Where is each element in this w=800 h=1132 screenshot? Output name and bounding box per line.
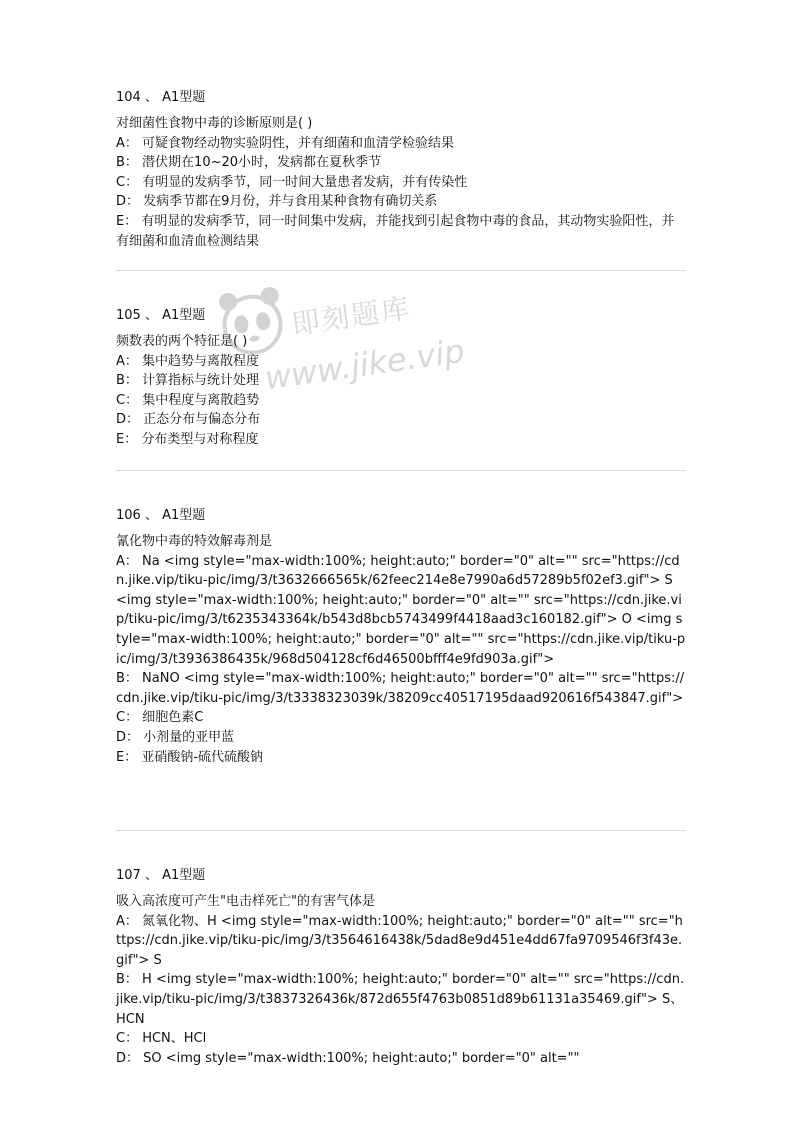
- option-b: B： H <img style="max-width:100%; height:auto;" border="0" alt="" src="https://cdn.jike.vip/tiku-pic/img/3/t3837326436k/872d655f4763b0851d89b61131a35469.gif"> S、HCN: [116, 972, 685, 1027]
- option-a: A： 氮氧化物、H <img style="max-width:100%; height:auto;" border="0" alt="" src="https://cdn.jike.vip/tiku-pic/img/3/t3564616438k/5dad8e9d451e4dd67fa9709546f3f43e.gif"> S: [116, 913, 683, 968]
- divider: [116, 470, 686, 471]
- option-a: A： 可疑食物经动物实验阴性，并有细菌和血清学检验结果: [116, 135, 455, 151]
- question-107: [116, 866, 686, 1068]
- question-stem: 氰化物中毒的特效解毒剂是: [116, 534, 273, 549]
- option-d: D： 正态分布与偏态分布: [116, 412, 261, 428]
- option-c: C： 集中程度与离散趋势: [116, 392, 260, 408]
- option-a: A： 集中趋势与离散程度: [116, 353, 260, 369]
- question-106: [116, 506, 686, 767]
- question-104: [116, 88, 686, 251]
- divider: [116, 830, 686, 831]
- option-a: A： Na <img style="max-width:100%; height:auto;" border="0" alt="" src="https://cdn.jike.vip/tiku-pic/img/3/t3632666565k/62feec214e8e7990a6d57289b5f02ef3.gif"> S <img style="max-width:100%; height:auto;" border="0" alt="" src="https://cdn.jike.vip/tiku-pic/img/3/t6235343364k/b543d8bcb5743499f4418aad3c160182.gif"> O <img style="max-width:100%; height:auto;" border="0" alt="" src="https://cdn.jike.vip/tiku-pic/img/3/t3936386435k/968d504128cf6d46500bfff4e9fd903a.gif">: [116, 553, 686, 667]
- option-b: B： NaNO <img style="max-width:100%; height:auto;" border="0" alt="" src="https://cdn.jike.vip/tiku-pic/img/3/t3338323039k/38209cc40517195daad920616f543847.gif">: [116, 671, 685, 706]
- option-b: B： 计算指标与统计处理: [116, 373, 260, 389]
- question-stem: 频数表的两个特征是( ): [116, 334, 248, 349]
- question-105: [116, 306, 686, 450]
- option-b: B： 潜伏期在10~20小时，发病都在夏秋季节: [116, 155, 382, 171]
- question-header: 104 、 A1型题: [116, 90, 206, 105]
- option-c: C： HCN、HCl: [116, 1031, 207, 1047]
- question-stem: 吸入高浓度可产生"电击样死亡"的有害气体是: [116, 894, 375, 909]
- question-stem: 对细菌性食物中毒的诊断原则是( ): [116, 116, 313, 131]
- option-c: C： 有明显的发病季节，同一时间大量患者发病，并有传染性: [116, 174, 468, 190]
- question-header: 105 、 A1型题: [116, 308, 206, 323]
- option-e: E： 亚硝酸钠-硫代硫酸钠: [116, 749, 264, 765]
- option-e: E： 分布类型与对称程度: [116, 431, 259, 447]
- option-d: D： 小剂量的亚甲蓝: [116, 729, 235, 745]
- watermark-url: www.jike.vip: [262, 331, 467, 398]
- option-c: C： 细胞色素C: [116, 710, 204, 726]
- option-e: E： 有明显的发病季节，同一时间集中发病，并能找到引起食物中毒的食品，其动物实验阳性，并有细菌和血清血检测结果: [116, 213, 675, 249]
- watermark-brand: 即刻题库: [289, 291, 414, 342]
- option-d: D： SO <img style="max-width:100%; height:auto;" border="0" alt="": [116, 1050, 580, 1066]
- option-d: D： 发病季节都在9月份，并与食用某种食物有确切关系: [116, 194, 438, 210]
- divider: [116, 270, 686, 271]
- question-header: 107 、 A1型题: [116, 868, 206, 883]
- question-header: 106 、 A1型题: [116, 508, 206, 523]
